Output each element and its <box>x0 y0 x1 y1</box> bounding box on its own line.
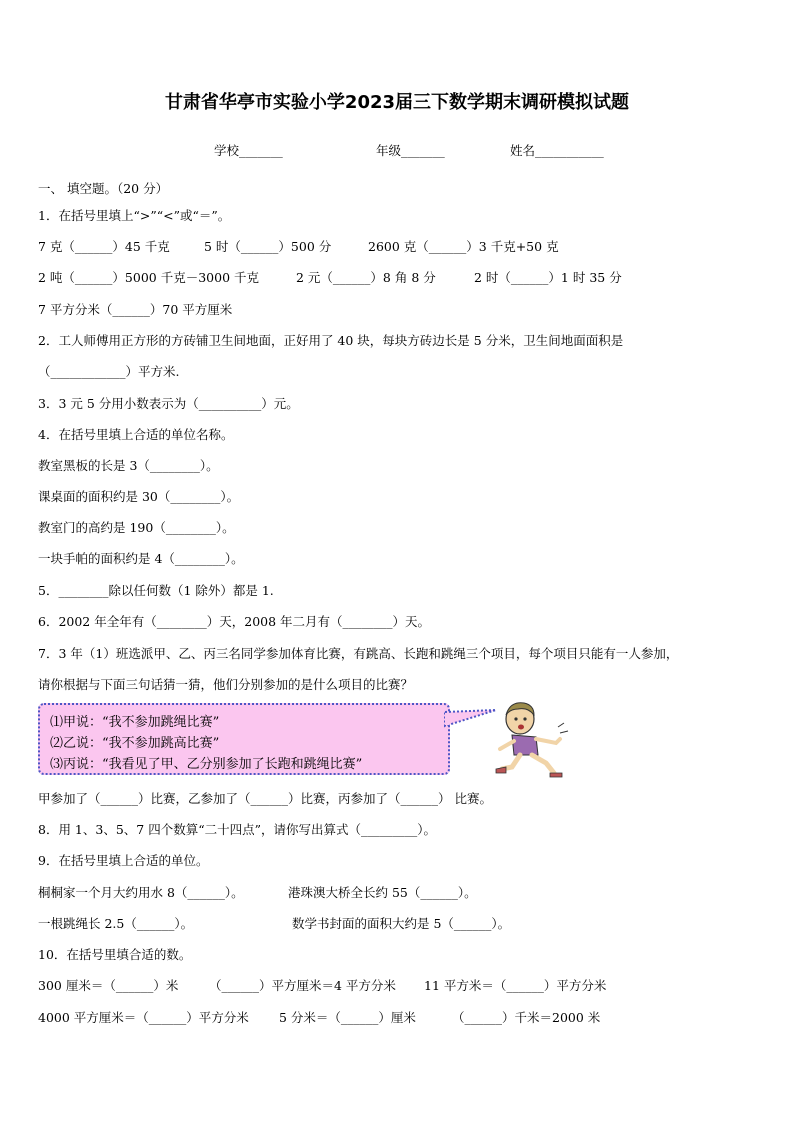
q2-text: 2．工人师傅用正方形的方砖铺卫生间地面，正好用了 40 块，每块方砖边长是 5 分米，卫生间地面面积是 <box>38 333 624 348</box>
q7-text: 7．3 年（1）班选派甲、乙、丙三名同学参加体育比赛，有跳高、长跑和跳绳三个项目，每个项目只能有一人参加， <box>38 646 679 661</box>
name-field: 姓名___________ <box>510 143 604 158</box>
q2-text: （____________）平方米. <box>38 364 180 379</box>
q5-text: 5．________除以任何数（1 除外）都是 1. <box>38 583 274 598</box>
q10-item: 300 厘米＝（______）米 <box>38 978 179 993</box>
q10-stem: 10．在括号里填合适的数。 <box>38 947 192 962</box>
section-heading: 一、 填空题。（20 分） <box>38 181 169 196</box>
q4-item: 教室黑板的长是 3（________）。 <box>38 458 219 473</box>
q10-item: （______）千米＝2000 米 <box>452 1010 601 1025</box>
q10-item: 4000 平方厘米＝（______）平方分米 <box>38 1010 249 1025</box>
q1-item: 5 时（______）500 分 <box>204 239 332 254</box>
q1-item: 2 元（______）8 角 8 分 <box>296 270 436 285</box>
q9-item: 一根跳绳长 2.5（______）。 <box>38 916 194 931</box>
q9-stem: 9．在括号里填上合适的单位。 <box>38 853 209 868</box>
q1-item: 7 克（______）45 千克 <box>38 239 170 254</box>
page-title: 甘肃省华亭市实验小学2023届三下数学期末调研模拟试题 <box>164 92 630 113</box>
q3-text: 3．3 元 5 分用小数表示为（__________）元。 <box>38 396 299 411</box>
q7-text: 请你根据与下面三句话猜一猜，他们分别参加的是什么项目的比赛？ <box>38 677 414 692</box>
q1-item: 7 平方分米（______）70 平方厘米 <box>38 302 233 317</box>
q4-item: 一块手帕的面积约是 4（________）。 <box>38 551 244 566</box>
q9-item: 数学书封面的面积大约是 5（______）。 <box>292 916 511 931</box>
q1-item: 2 吨（______）5000 千克－3000 千克 <box>38 270 259 285</box>
q6-text: 6．2002 年全年有（________）天，2008 年二月有（________）天。 <box>38 614 431 629</box>
q4-stem: 4．在括号里填上合适的单位名称。 <box>38 427 234 442</box>
bubble-line: ⑶丙说：“我看见了甲、乙分别参加了长跑和跳绳比赛” <box>50 757 363 772</box>
q10-item: 5 分米＝（______）厘米 <box>279 1010 416 1025</box>
q9-item: 桐桐家一个月大约用水 8（______）。 <box>38 885 244 900</box>
q4-item: 教室门的高约是 190（________）。 <box>38 520 235 535</box>
school-field: 学校_______ <box>214 143 283 158</box>
q7-answer: 甲参加了（______）比赛，乙参加了（______）比赛，丙参加了（______） 比赛。 <box>38 791 492 806</box>
q9-item: 港珠澳大桥全长约 55（______）。 <box>288 885 477 900</box>
speech-bubble <box>38 703 450 775</box>
q8-text: 8．用 1、3、5、7 四个数算“二十四点”，请你写出算式（_________）。 <box>38 822 436 837</box>
bubble-line: ⑴甲说：“我不参加跳绳比赛” <box>50 715 220 730</box>
bubble-line: ⑵乙说：“我不参加跳高比赛” <box>50 736 220 751</box>
running-boy-icon <box>490 697 570 779</box>
q1-item: 2600 克（______）3 千克+50 克 <box>368 239 559 254</box>
q1-stem: 1．在括号里填上“>”“<”或“＝”。 <box>38 208 231 223</box>
grade-field: 年级_______ <box>376 143 445 158</box>
q4-item: 课桌面的面积约是 30（________）。 <box>38 489 240 504</box>
q10-item: 11 平方米＝（______）平方分米 <box>424 978 607 993</box>
q1-item: 2 时（______）1 时 35 分 <box>474 270 622 285</box>
q10-item: （______）平方厘米＝4 平方分米 <box>209 978 396 993</box>
